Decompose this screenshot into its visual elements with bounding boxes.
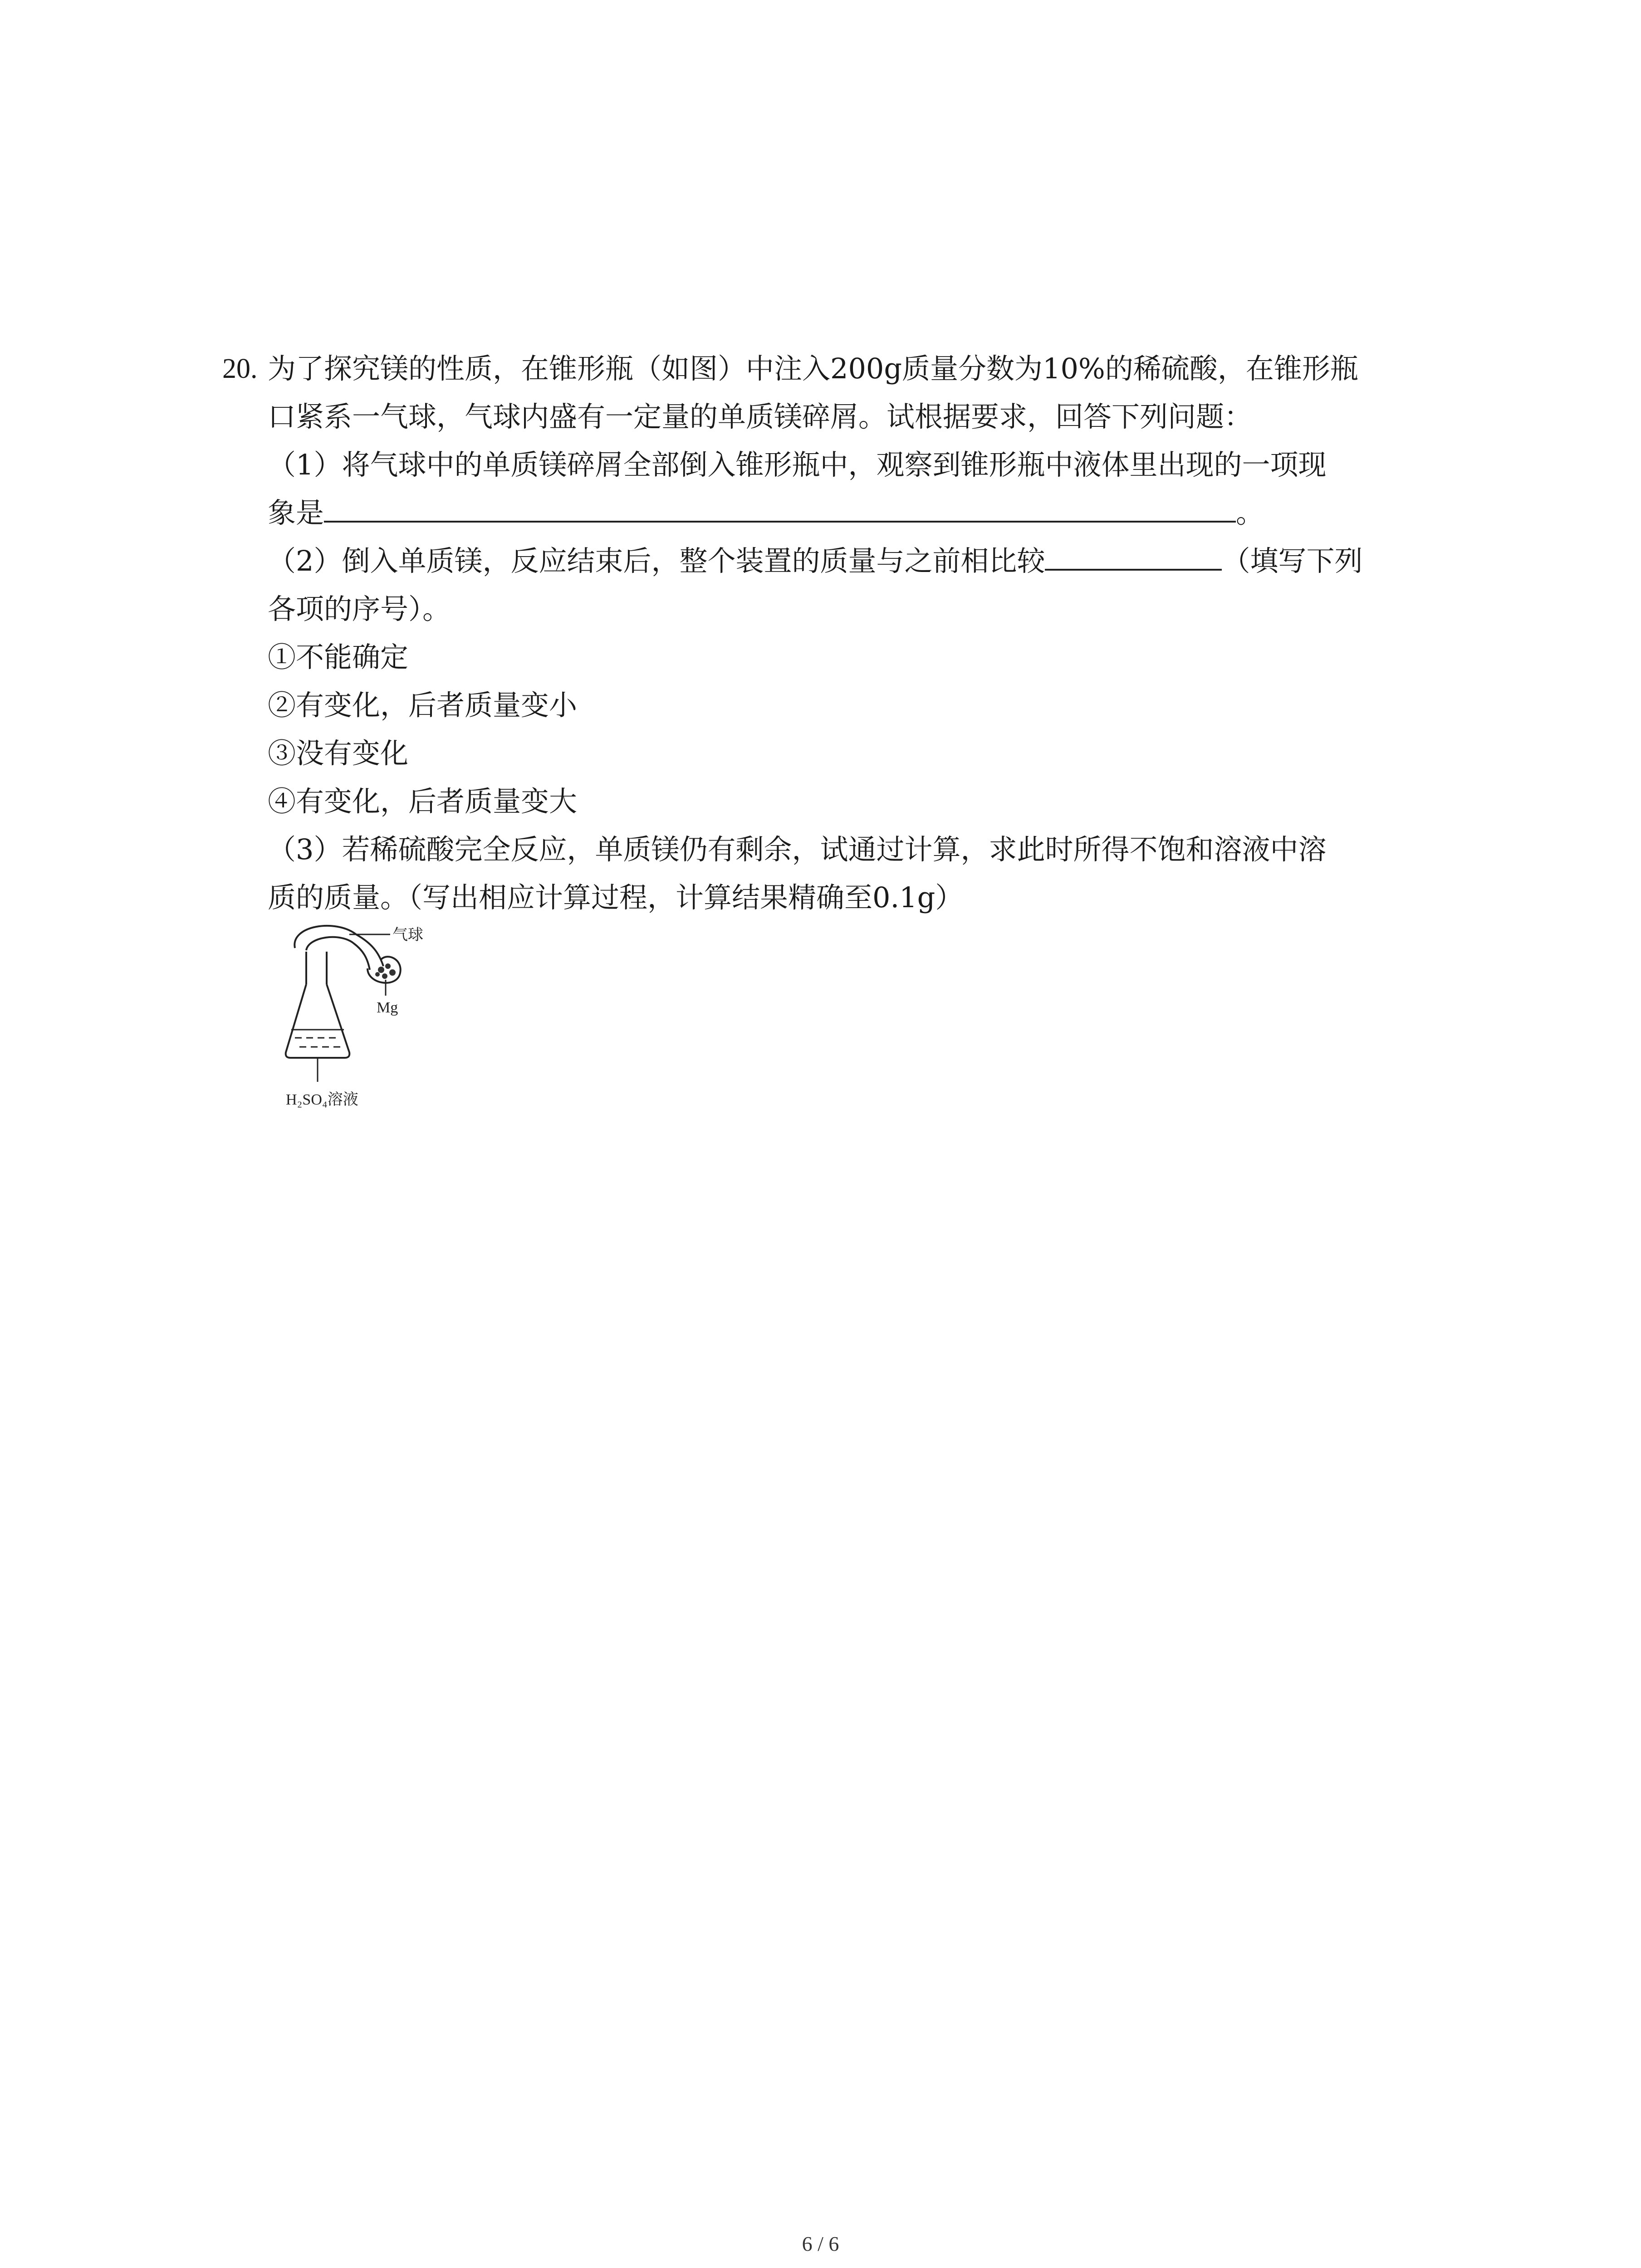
part1-suffix: 。 (1236, 496, 1264, 529)
liquid-dashes (295, 1038, 340, 1047)
stem-line-2: 口紧系一气球，气球内盛有一定量的单质镁碎屑。试根据要求，回答下列问题： (268, 400, 1253, 433)
part2-line-1 (268, 537, 1362, 585)
option-1: ①不能确定 (268, 640, 409, 674)
option-4: ④有变化，后者质量变大 (268, 785, 578, 818)
solution-label: H₂SO₄溶液 (286, 1091, 358, 1108)
balloon-inner-outline (306, 937, 370, 970)
mg-pieces (375, 963, 396, 979)
answer-blank-2[interactable] (1045, 542, 1222, 571)
page-footer: 6 / 6 (802, 2232, 839, 2255)
flask-balloon-figure (281, 916, 472, 1125)
option-2: ②有变化，后者质量变小 (268, 689, 578, 722)
balloon-label: 气球 (392, 927, 423, 943)
part3-line-2: 质的质量。（写出相应计算过程，计算结果精确至0.1g） (268, 881, 964, 914)
part1-prefix: 象是 (268, 496, 324, 529)
part3-line-1: （3）若稀硫酸完全反应，单质镁仍有剩余，试通过计算，求此时所得不饱和溶液中溶 (268, 833, 1327, 866)
stem-line-1: 为了探究镁的性质，在锥形瓶（如图）中注入200g质量分数为10%的稀硫酸，在锥形瓶 (268, 352, 1358, 385)
part2-prefix: （2）倒入单质镁，反应结束后，整个装置的质量与之前相比较 (268, 544, 1045, 577)
part2-suffix: （填写下列 (1222, 544, 1363, 577)
question-number: 20. (222, 353, 258, 384)
mg-label: Mg (377, 999, 398, 1016)
part1-line-2 (268, 489, 1264, 537)
part1-line-1: （1）将气球中的单质镁碎屑全部倒入锥形瓶中，观察到锥形瓶中液体里出现的一项现 (268, 448, 1327, 481)
part2-line-2: 各项的序号）。 (268, 592, 451, 626)
option-3: ③没有变化 (268, 737, 409, 770)
answer-blank-1[interactable] (324, 494, 1236, 523)
flask-diagram (281, 916, 472, 1125)
